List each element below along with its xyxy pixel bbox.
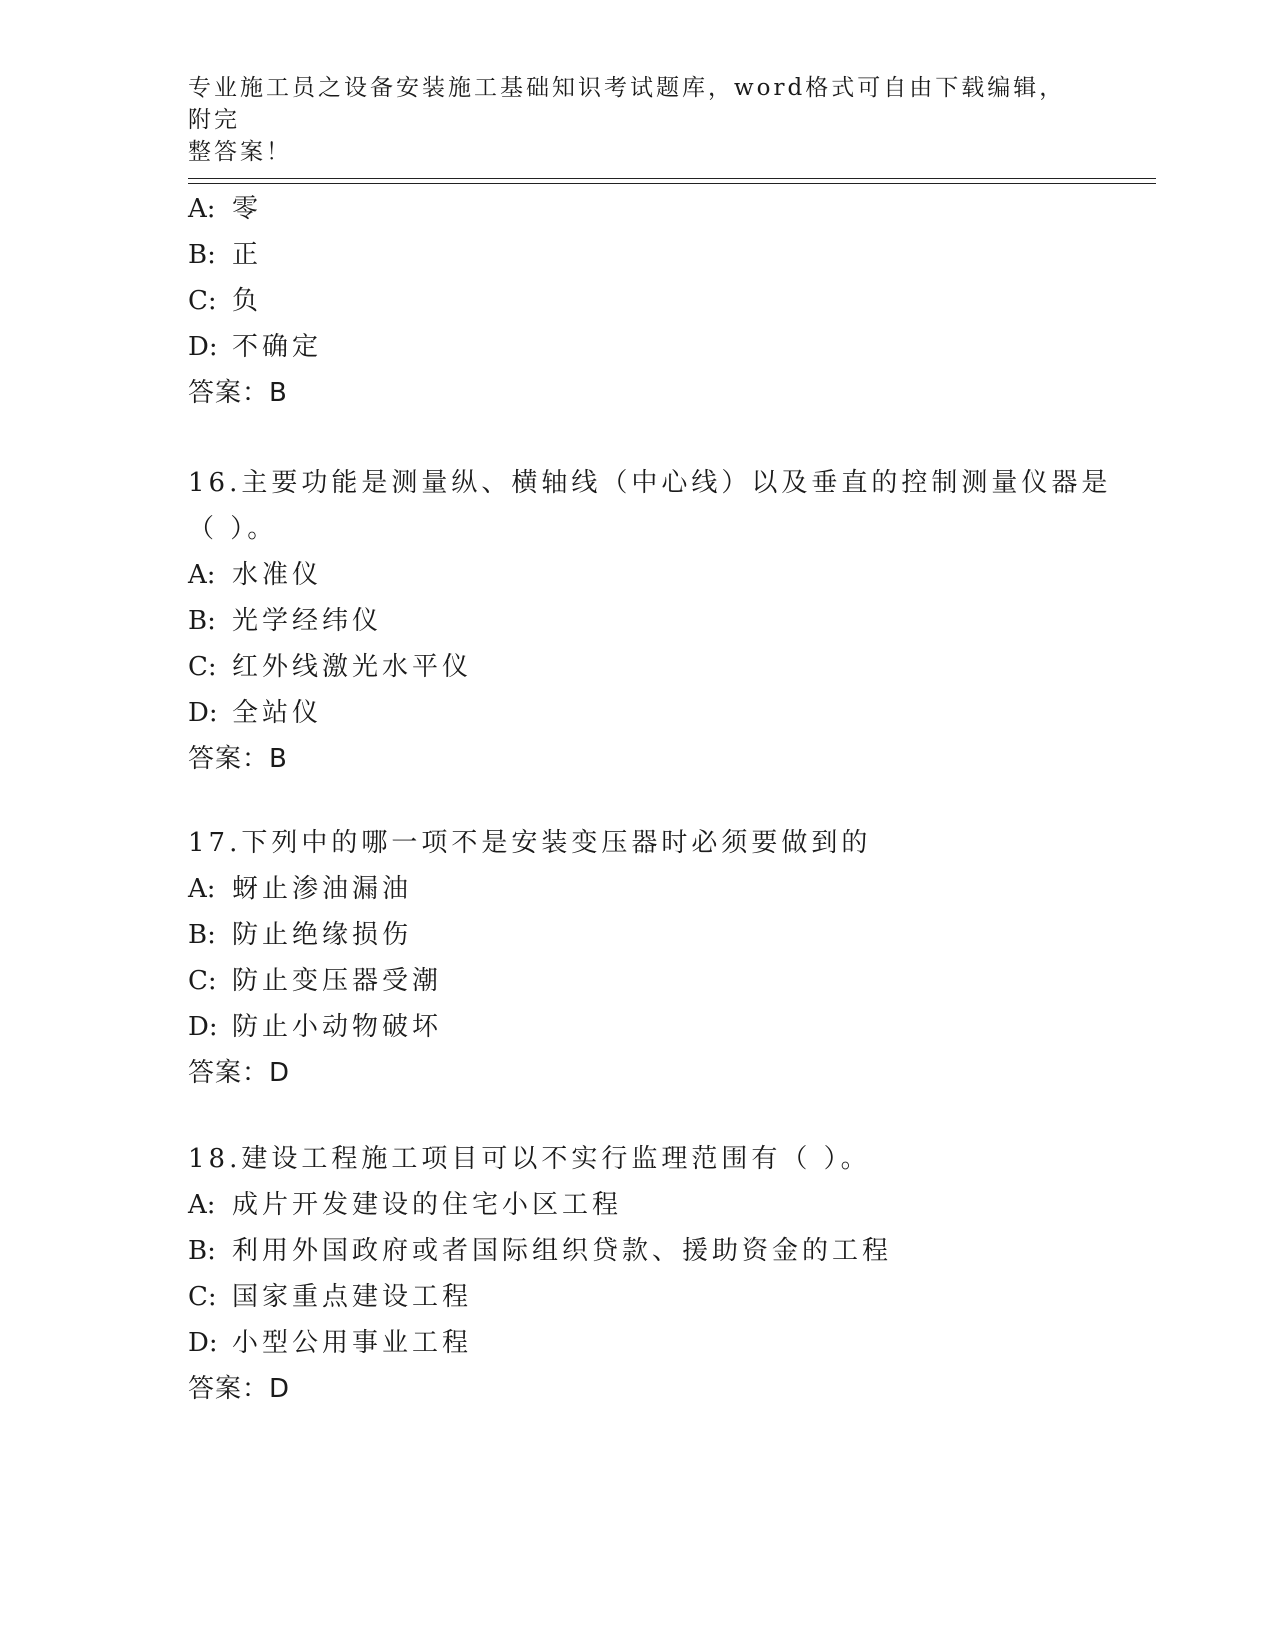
- option-text: 负: [232, 286, 263, 316]
- header-line-1: 专业施工员之设备安装施工基础知识考试题库，word格式可自由下载编辑，附完: [188, 75, 1066, 133]
- answer-line: 答案：D: [188, 1374, 291, 1404]
- question-stem: [188, 460, 1148, 552]
- question-17: [188, 820, 1148, 1096]
- option-letter: C:: [188, 652, 217, 682]
- option-letter: A:: [188, 560, 216, 590]
- question-15: [188, 186, 1148, 416]
- option-text: 利用外国政府或者国际组织贷款、援助资金的工程: [232, 1236, 893, 1266]
- option-letter: A:: [188, 194, 216, 224]
- option-a: [188, 186, 1148, 232]
- option-b: [188, 912, 1148, 958]
- option-c: [188, 644, 1148, 690]
- question-stem: [188, 1136, 1148, 1182]
- option-text: 零: [232, 194, 263, 224]
- option-b: [188, 1228, 1148, 1274]
- question-stem-line-1: 18.建设工程施工项目可以不实行监理范围有（ ）。: [188, 1144, 871, 1174]
- option-letter: B:: [188, 240, 216, 270]
- document-header: [188, 72, 1088, 168]
- option-c: [188, 1274, 1148, 1320]
- header-divider-top: [188, 178, 1156, 179]
- question-16: [188, 460, 1148, 782]
- option-text: 防止绝缘损伤: [232, 920, 413, 950]
- option-d: [188, 324, 1148, 370]
- answer-line: 答案：D: [188, 1058, 291, 1088]
- option-text: 成片开发建设的住宅小区工程: [232, 1190, 623, 1220]
- option-text: 蚜止渗油漏油: [232, 874, 413, 904]
- option-letter: B:: [188, 1236, 216, 1266]
- option-text: 红外线激光水平仪: [232, 652, 473, 682]
- question-stem-line-1: 16.主要功能是测量纵、横轴线（中心线）以及垂直的控制测量仪器是: [188, 468, 1112, 498]
- option-a: [188, 552, 1148, 598]
- option-letter: D:: [188, 698, 218, 728]
- option-letter: D:: [188, 332, 218, 362]
- option-letter: B:: [188, 920, 216, 950]
- option-text: 正: [232, 240, 263, 270]
- option-d: [188, 690, 1148, 736]
- option-text: 小型公用事业工程: [232, 1328, 473, 1358]
- question-stem-line-1: 17.下列中的哪一项不是安装变压器时必须要做到的: [188, 828, 872, 858]
- option-letter: A:: [188, 874, 216, 904]
- option-text: 防止小动物破坏: [232, 1012, 443, 1042]
- option-letter: C:: [188, 1282, 217, 1312]
- option-c: [188, 278, 1148, 324]
- option-text: 防止变压器受潮: [232, 966, 443, 996]
- option-letter: B:: [188, 606, 216, 636]
- option-a: [188, 1182, 1148, 1228]
- question-stem: [188, 820, 1148, 866]
- option-text: 国家重点建设工程: [232, 1282, 473, 1312]
- option-text: 水准仪: [232, 560, 323, 590]
- option-b: [188, 598, 1148, 644]
- header-divider-bottom: [188, 183, 1156, 184]
- header-line-2: 整答案！: [188, 139, 292, 165]
- option-b: [188, 232, 1148, 278]
- answer-line: 答案：B: [188, 744, 288, 774]
- question-stem-line-2: （ ）。: [188, 514, 278, 544]
- option-d: [188, 1320, 1148, 1366]
- option-text: 光学经纬仪: [232, 606, 383, 636]
- option-text: 不确定: [232, 332, 323, 362]
- option-text: 全站仪: [232, 698, 323, 728]
- option-letter: C:: [188, 286, 217, 316]
- option-letter: C:: [188, 966, 217, 996]
- option-letter: D:: [188, 1012, 218, 1042]
- option-letter: D:: [188, 1328, 218, 1358]
- option-c: [188, 958, 1148, 1004]
- option-a: [188, 866, 1148, 912]
- option-letter: A:: [188, 1190, 216, 1220]
- question-18: [188, 1136, 1148, 1412]
- option-d: [188, 1004, 1148, 1050]
- answer-line: 答案：B: [188, 378, 288, 408]
